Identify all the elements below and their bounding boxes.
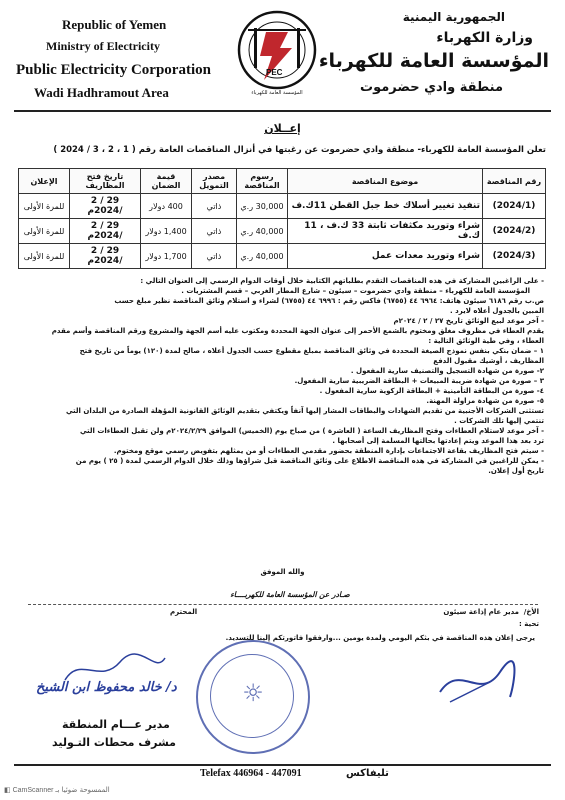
camscanner-watermark (4, 786, 110, 794)
body-line: تستثنى الشركات الأجنبية من تقديم الشهادات والبطاقات المشار إليها آنفاً ويكتفي بتقديم الوثائق القانونية المؤهلة الصادرة من البلدان التي (65, 407, 544, 415)
cell-date: 29 / 2 /2024م (70, 194, 141, 219)
closing-allah: والله الموفق (260, 568, 305, 576)
cell-guarantee: 1,700 دولار (141, 244, 192, 269)
greeting: تحية : (518, 620, 539, 628)
cell-number: (2024/1) (483, 194, 546, 219)
body-line: - يمكن للراغبين في المشاركة في هذه المناقصة الاطلاع على وثائق المناقصة قبل شراؤها وذلك خلال الدوام الرسمي لمدة ( ٢٥ ) يوم من (75, 457, 544, 465)
cell-announcement: للمرة الأولى (19, 244, 70, 269)
body-line: ٤- صورة من البطاقة التأمينية + البطاقة الزكوية سارية المفعول . (319, 387, 544, 395)
body-line: تنتمي إليها تلك الشركات . (454, 417, 544, 425)
logo-caption: PEC (266, 68, 283, 77)
header-funding: مصدر التمويل (192, 169, 237, 194)
footer-telefax-ar: تليفاكس (346, 768, 389, 779)
broadcast-request: يرجى إعلان هذه المناقصة في بثكم اليومي ولمدة يومين ...وارفقوا فاتورتكم إلينا للتسديد. (225, 634, 535, 642)
camscanner-icon: ◧ (4, 787, 11, 794)
addressee-label: الأخ/ (523, 608, 539, 616)
official-stamp (196, 640, 310, 754)
signature-scribble (60, 650, 170, 690)
signatory-title-1: مدير عـــام المنطقة (62, 718, 170, 731)
header-left-line-4: Wadi Hadhramout Area (34, 85, 169, 100)
cell-funding: ذاتي (192, 219, 237, 244)
pec-logo (236, 8, 318, 104)
table-row (19, 219, 546, 244)
cell-date: 29 / 2 /2024م (70, 219, 141, 244)
table-row (19, 194, 546, 219)
header-right-line-2: وزارة الكهرباء (436, 30, 533, 46)
logo-ring-text: المؤسسة العامة للكهرباء (251, 90, 303, 96)
cell-guarantee: 1,400 دولار (141, 219, 192, 244)
header-divider (14, 110, 551, 112)
header-left-line-1: Republic of Yemen (62, 17, 167, 32)
footer-telefax: Telefax 446964 - 447091 (200, 768, 302, 779)
header-right-line-3: المؤسسة العامة للكهرباء (318, 50, 549, 72)
body-line: - آخر موعد لاستلام العطاءات وفتح المظاريف الساعة ( العاشرة ) من صباح يوم (الخميس) الموافق ٢٠٢٤/٢/٢٩م ولن تقبل العطاءات التي (79, 427, 544, 435)
body-line: ٥- صورة من شهادة مزاولة المهنة. (426, 397, 544, 405)
handwritten-initial (430, 652, 520, 712)
tender-table (18, 168, 546, 269)
addressee-respected: المحترم (170, 608, 198, 616)
signatory-name: د/ خالد محفوظ ابن الشيخ (36, 680, 177, 695)
header-tender-number: رقم المناقصة (483, 169, 546, 194)
footer-divider (14, 764, 551, 766)
header-fees: رسوم المناقصة (237, 169, 288, 194)
cell-fees: 40,000 ر.ي (237, 219, 288, 244)
body-line: ٣ – صورة من شهادة ضريبة المبيعات + البطاقة الضريبية سارية المفعول. (294, 377, 544, 385)
body-line: - سيتم فتح المظاريف بقاعة الاجتماعات بإدارة المنطقة بحضور مقدمي العطاءات أو من يمثلهم بتفويض رسمي موقع ومختوم. (113, 447, 544, 455)
body-line: يقدم العطاء في مظروف مغلق ومختوم بالشمع الأحمر إلى عنوان الجهة المحددة ومكتوب عليه أسم الجهة والمشروع ورقم المناقصة وأسم مقدم (51, 327, 544, 335)
cell-funding: ذاتي (192, 244, 237, 269)
notice-body (22, 276, 544, 476)
cell-fees: 30,000 ر.ي (237, 194, 288, 219)
body-line: العطاء ، وفي طية الوثائق التالية : (428, 337, 544, 345)
cell-announcement: للمرة الأولى (19, 194, 70, 219)
notice-title: إعــلان (264, 122, 301, 135)
cell-date: 29 / 2 /2024م (70, 244, 141, 269)
body-line: المؤسسة العامة للكهرباء – منطقة وادي حضرموت – سيئون – شارع المطار الغربي – قسم المشتريات . (181, 287, 530, 295)
camscanner-label-ar: الممسوحة ضوئيا بـ (55, 786, 110, 794)
header-left-line-2: Ministry of Electricity (46, 39, 160, 53)
header-right-line-1: الجمهورية اليمنية (402, 10, 505, 24)
cell-funding: ذاتي (192, 194, 237, 219)
camscanner-label: CamScanner (12, 787, 54, 794)
notice-intro: تعلن المؤسسة العامة للكهرباء- منطقة وادي حضرموت عن رغبتها في أنزال المناقصات العامة رقم ( 1 ، 2 ، 3 / 2024 ) (53, 145, 546, 155)
eagle-emblem-icon: ☼ (242, 679, 264, 707)
closing-divider (28, 604, 538, 605)
table-row (19, 244, 546, 269)
cell-announcement: للمرة الأولى (19, 219, 70, 244)
body-line: ١ – ضمان بنكي بنفس نموذج الصيغة المحددة في وثائق المناقصة بمبلغ مقطوع حسب الجدول أعلاه ، صالح لمدة (١٢٠) يوماً من تاريخ فتح (79, 347, 544, 355)
cell-number: (2024/2) (483, 219, 546, 244)
addressee-name: مدير عام إذاعة سيئون (443, 608, 519, 616)
body-line: ترد بعد هذا الموعد ويتم إعادتها بحالتها المسلمة إلى أصحابها . (332, 437, 544, 445)
table-header-row (19, 169, 546, 194)
header-right-line-4: منطقة وادي حضرموت (360, 80, 503, 95)
header-guarantee: قيمة الضمان (141, 169, 192, 194)
closing-issuer: صـادر عن المؤسسة العامة للكهربــــاء (230, 590, 350, 599)
cell-subject: شراء وتوريد مكثفات ثابتة 33 ك.ف ، 11 ك.ف (288, 219, 483, 244)
body-line: تاريخ أول إعلان. (488, 467, 544, 475)
body-line: المظاريف ، أوشيك مقبول الدفع (433, 357, 544, 365)
body-line: - آخر موعد لبيع الوثائق تاريخ ٢٧ / ٢ / ٢٠٢٤م (393, 317, 544, 325)
cell-subject: شراء وتوريد معدات عمل (288, 244, 483, 269)
cell-guarantee: 400 دولار (141, 194, 192, 219)
header-left-line-3: Public Electricity Corporation (16, 62, 211, 78)
header-announcement: الإعلان (19, 169, 70, 194)
header-subject: موضوع المناقصة (288, 169, 483, 194)
header-opening-date: تاريخ فتح المظاريف (70, 169, 141, 194)
cell-number: (2024/3) (483, 244, 546, 269)
signatory-title-2: مشرف محطات التـوليد (52, 736, 176, 749)
body-line: المبين بالجدول أعلاه لايرد . (450, 307, 544, 315)
cell-subject: تنفيذ تغيير أسلاك خط جبل القطن 11ك.ف (288, 194, 483, 219)
body-line: - على الراغبين المشاركة في هذه المناقصات التقدم بطلباتهم الكتابية خلال أوقات الدوام الرسمي إلى العنوان التالي : (140, 277, 544, 285)
body-line: ص.ب رقم ٦١٨٦ سيئون هاتف: ٦٩٦٤ ٤٤ (٦٧٥٥) فاكس رقم : ٦٩٩٦ ٤٤ (٦٧٥٥) لشراء و استلام وثائق المناقصة نظير مبلغ حسب (114, 297, 544, 305)
cell-fees: 40,000 ر.ي (237, 244, 288, 269)
body-line: ٢- صورة من شهادة التسجيل والتصنيف سارية المفعول . (350, 367, 544, 375)
